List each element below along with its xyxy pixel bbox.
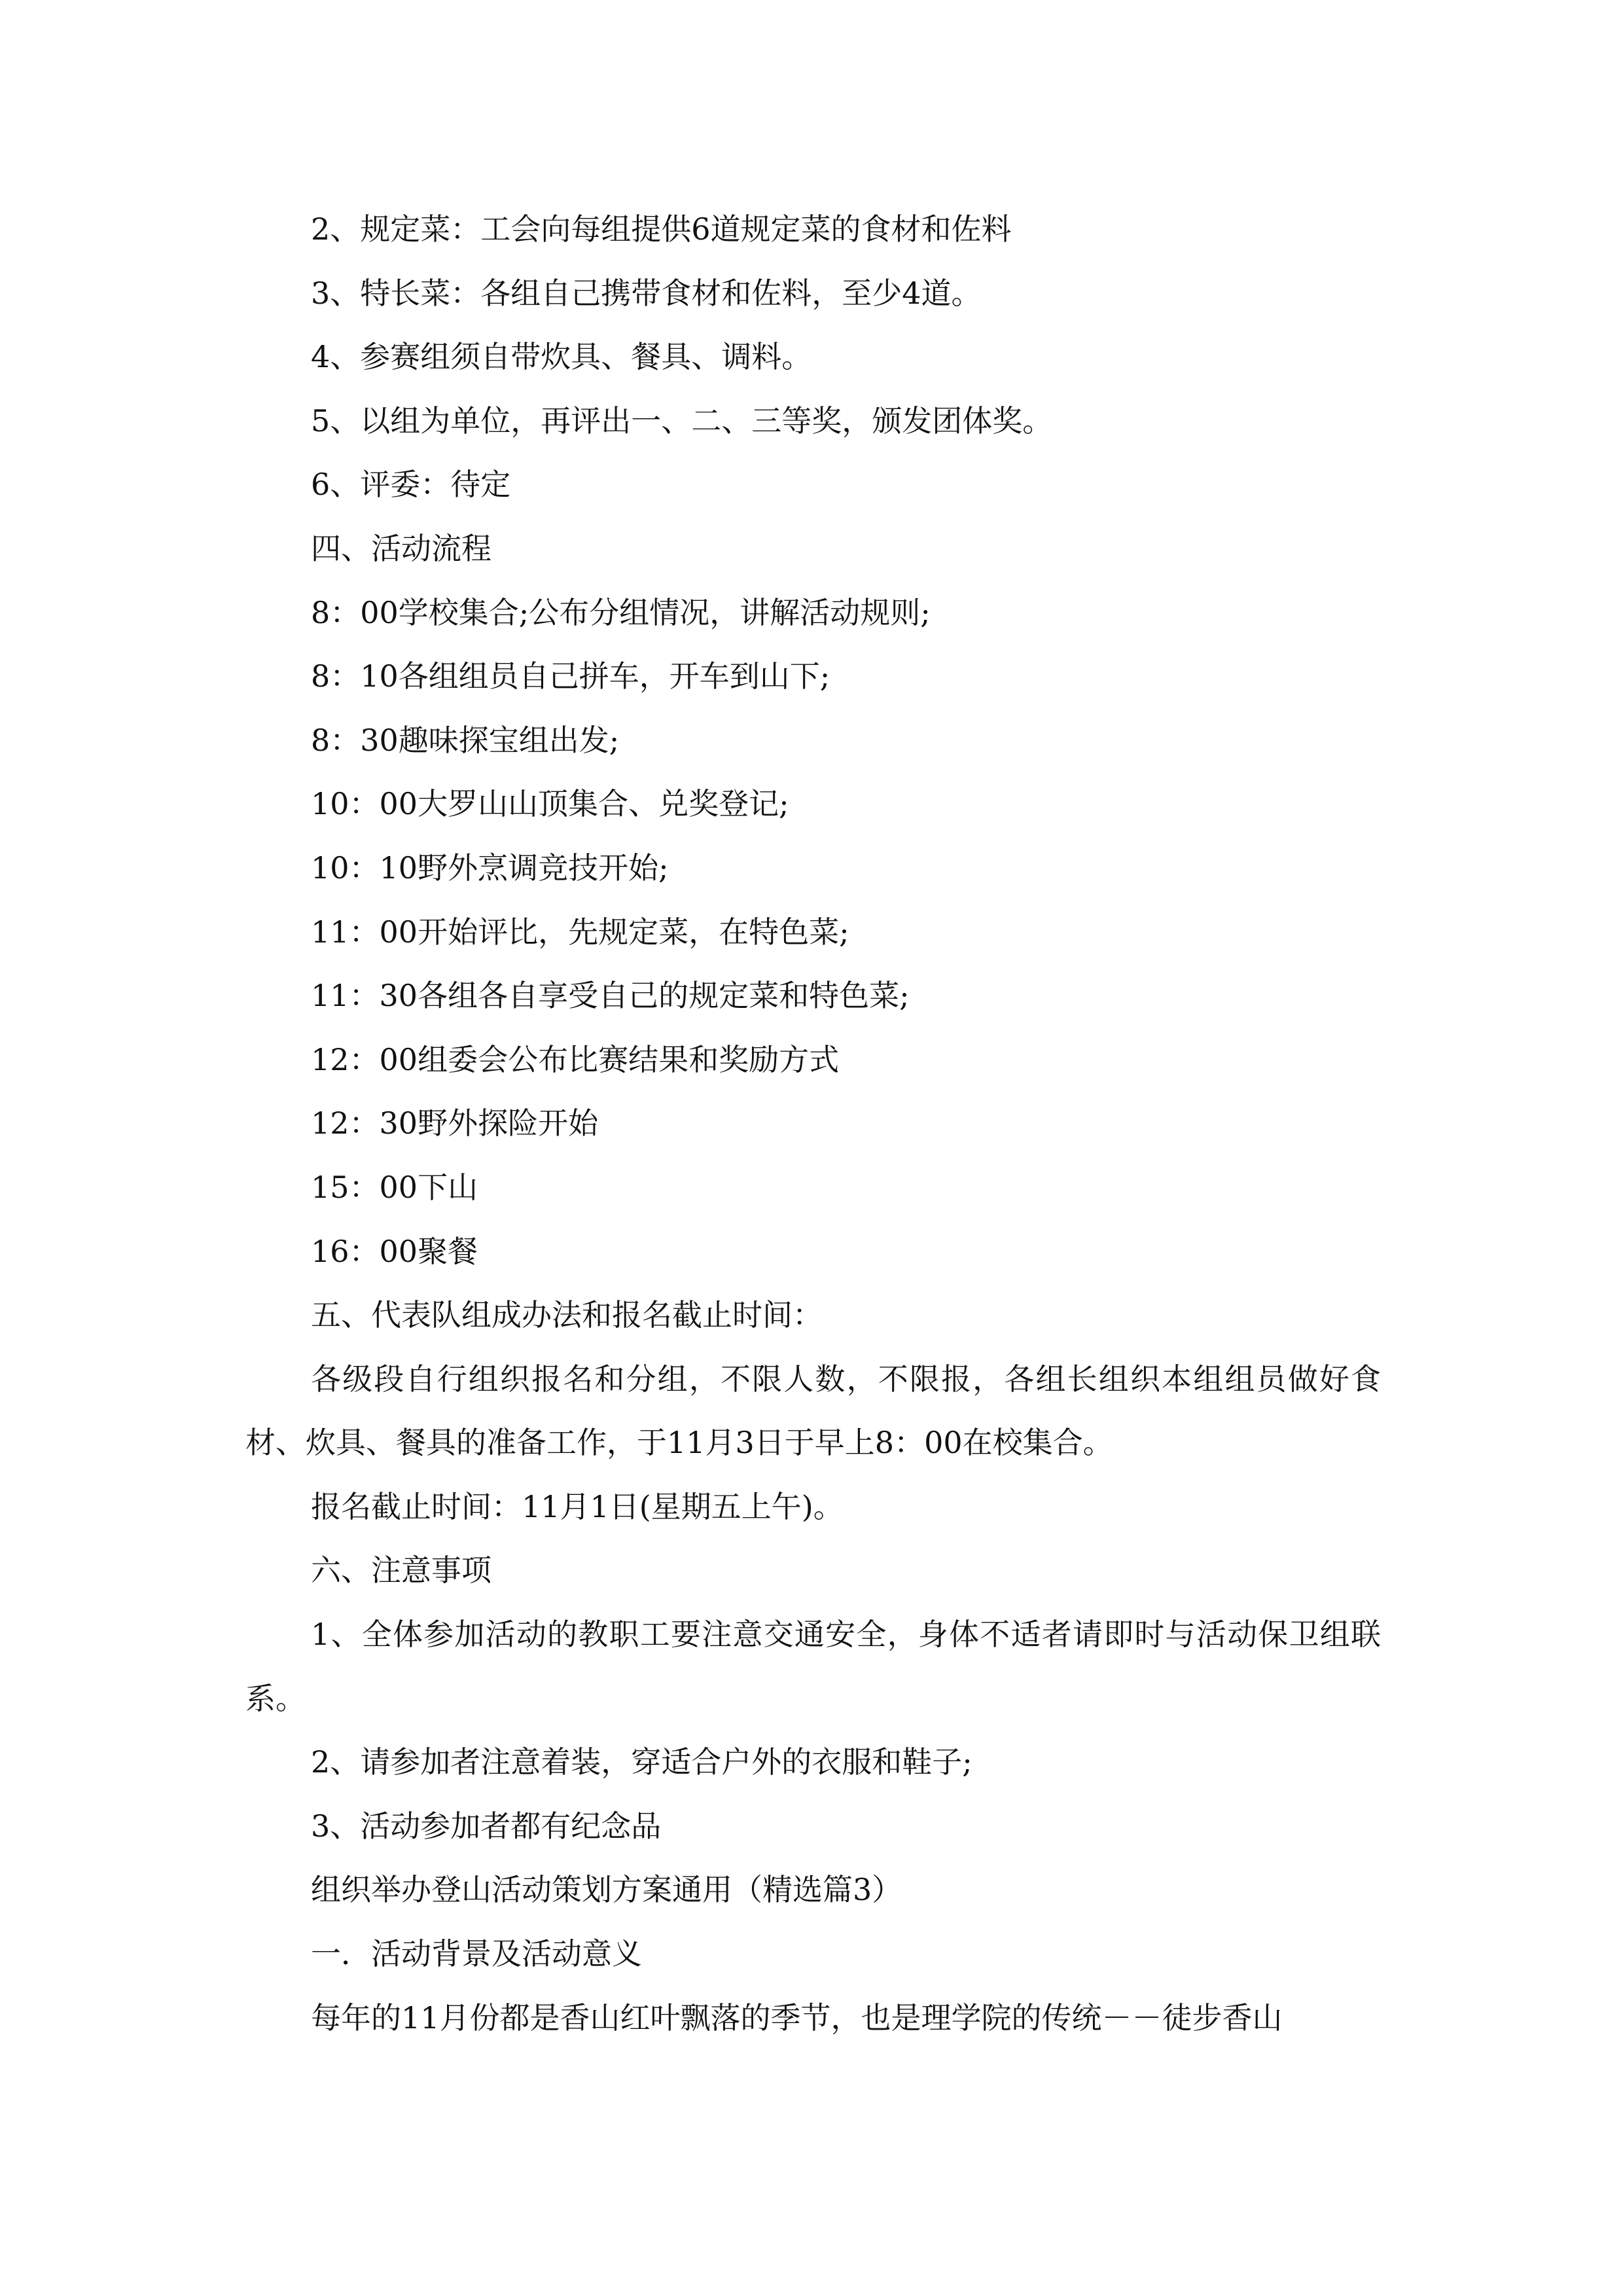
rule-item-4: 4、参赛组须自带炊具、餐具、调料。: [311, 339, 812, 375]
schedule-item: 11：00开始评比，先规定菜，在特色菜;: [311, 914, 849, 950]
schedule-item: 8：10各组组员自己拼车，开车到山下;: [311, 658, 830, 694]
rule-item-2: 2、规定菜：工会向每组提供6道规定菜的食材和佐料: [311, 211, 1012, 247]
schedule-item: 11：30各组各自享受自己的规定菜和特色菜;: [311, 978, 910, 1014]
schedule-item: 10：00大罗山山顶集合、兑奖登记;: [311, 786, 789, 822]
schedule-item: 10：10野外烹调竞技开始;: [311, 850, 669, 886]
schedule-item: 15：00下山: [311, 1169, 478, 1205]
schedule-item: 8：00学校集合;公布分组情况，讲解活动规则;: [311, 594, 931, 630]
registration-deadline: 报名截止时间：11月1日(星期五上午)。: [311, 1488, 844, 1524]
section-heading-notes: 六、注意事项: [311, 1552, 491, 1588]
section-heading-schedule: 四、活动流程: [311, 530, 491, 566]
section-title: 组织举办登山活动策划方案通用（精选篇3）: [311, 1872, 902, 1908]
background-heading: 一．活动背景及活动意义: [311, 1936, 642, 1972]
schedule-item: 12：30野外探险开始: [311, 1105, 599, 1141]
note-item-3: 3、活动参加者都有纪念品: [311, 1808, 662, 1844]
schedule-item: 8：30趣味探宝组出发;: [311, 722, 620, 758]
background-paragraph: 每年的11月份都是香山红叶飘落的季节，也是理学院的传统－－徒步香山: [311, 2000, 1283, 2036]
schedule-item: 12：00组委会公布比赛结果和奖励方式: [311, 1041, 840, 1077]
rule-item-5: 5、以组为单位，再评出一、二、三等奖，颁发团体奖。: [311, 403, 1053, 439]
section-heading-registration: 五、代表队组成办法和报名截止时间：: [311, 1297, 823, 1333]
schedule-item: 16：00聚餐: [311, 1233, 478, 1269]
rule-item-3: 3、特长菜：各组自己携带食材和佐料，至少4道。: [311, 275, 982, 311]
document-body: [245, 198, 1381, 2050]
note-item-1: 1、全体参加活动的教职工要注意交通安全，身体不适者请即时与活动保卫组联系。: [245, 1617, 1381, 1716]
rule-item-6: 6、评委：待定: [311, 467, 511, 503]
note-item-2: 2、请参加者注意着装，穿适合户外的衣服和鞋子;: [311, 1744, 972, 1780]
registration-paragraph: 各级段自行组织报名和分组，不限人数，不限报，各组长组织本组组员做好食材、炊具、餐具的准备工作，于11月3日于早上8：00在校集合。: [245, 1361, 1381, 1461]
